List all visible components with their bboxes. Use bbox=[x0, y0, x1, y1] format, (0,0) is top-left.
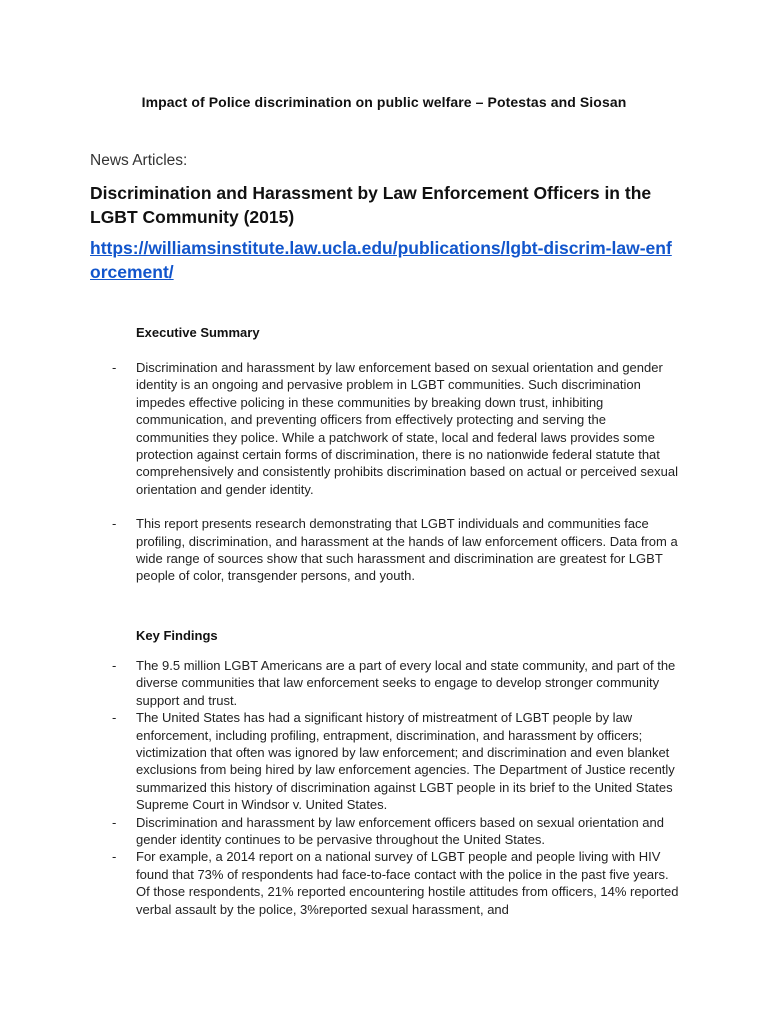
list-item-text: Discrimination and harassment by law enforcement officers based on sexual orientation and gender identity continues to be pervasive throughout the United States. bbox=[136, 814, 664, 848]
article-link[interactable]: https://williamsinstitute.law.ucla.edu/publications/lgbt-discrim-law-enforcement/ bbox=[90, 238, 672, 282]
list-item-text: For example, a 2014 report on a national survey of LGBT people and people living with HIV found that 73% of respondents had face-to-face contact with the police in the past five years. Of those respondents, 21% reported encountering hostile attitudes from officers, 14% reported verbal assault by the police, 3%reported sexual harassment, and bbox=[136, 849, 679, 917]
list-item bbox=[112, 359, 682, 498]
list-item-text: The United States has had a significant history of mistreatment of LGBT people by law enforcement, including profiling, entrapment, discrimination, and harassment by officers; victimization that often was ignored by law enforcement; and discrimination and even blanket exclusions from being hired by law enforcement agencies. The Department of Justice recently summarized this history of discrimination against LGBT people in its brief to the United States Supreme Court in Windsor v. United States. bbox=[136, 710, 675, 813]
news-articles-label: News Articles: bbox=[90, 152, 188, 169]
article-title: Discrimination and Harassment by Law Enforcement Officers in the LGBT Community (2015) bbox=[90, 183, 652, 227]
bullet-marker: - bbox=[112, 814, 117, 830]
key-findings-list bbox=[112, 657, 682, 918]
list-item bbox=[112, 848, 682, 918]
executive-summary-list bbox=[112, 359, 682, 585]
bullet-marker: - bbox=[112, 516, 117, 532]
bullet-marker: - bbox=[112, 849, 117, 865]
list-item-text: This report presents research demonstrating that LGBT individuals and communities face profiling, discrimination, and harassment at the hands of law enforcement officers. Data from a wide range of sources show that such harassment and discrimination are greatest for LGBT people of color, transgender persons, and youth. bbox=[136, 516, 678, 584]
list-item-text: The 9.5 million LGBT Americans are a part of every local and state community, and part of the diverse communities that law enforcement seeks to engage to develop stronger community support and trust. bbox=[136, 658, 676, 708]
executive-summary-heading: Executive Summary bbox=[136, 325, 260, 340]
key-findings-heading: Key Findings bbox=[136, 628, 218, 643]
list-item bbox=[112, 657, 682, 709]
bullet-marker: - bbox=[112, 710, 117, 726]
list-item bbox=[112, 515, 682, 585]
list-item bbox=[112, 709, 682, 813]
list-item-text: Discrimination and harassment by law enforcement based on sexual orientation and gender identity is an ongoing and pervasive problem in LGBT communities. Such discrimination impedes effective policing in these communities by breaking down trust, inhibiting communication, and preventing officers from effectively protecting and serving the communities they police. While a patchwork of state, local and federal laws provides some protection against certain forms of discrimination, there is no nationwide federal statute that comprehensively and consistently prohibits discrimination based on actual or perceived sexual orientation and gender identity. bbox=[136, 360, 678, 497]
document-title: Impact of Police discrimination on public welfare – Potestas and Siosan bbox=[141, 94, 627, 110]
bullet-marker: - bbox=[112, 658, 117, 673]
bullet-marker: - bbox=[112, 360, 117, 375]
list-item bbox=[112, 814, 682, 849]
